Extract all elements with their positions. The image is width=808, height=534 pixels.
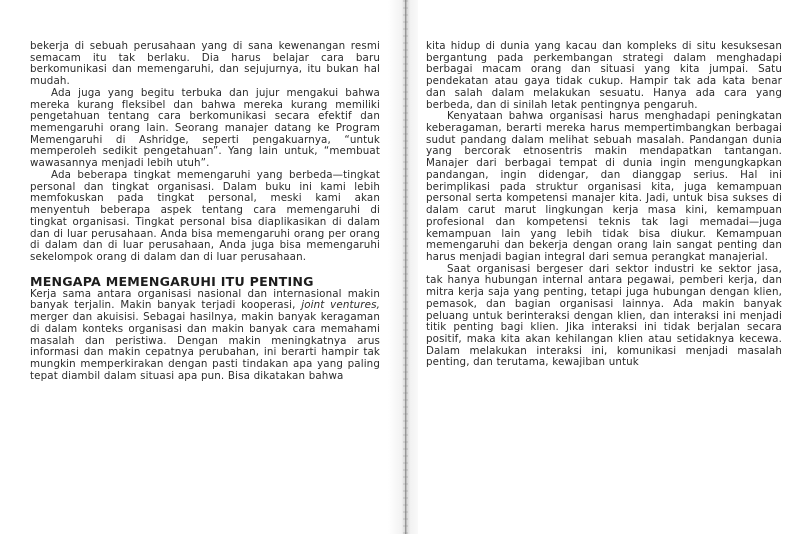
left-page [0,0,390,534]
paragraph: bekerja di sebuah perusahaan yang di sana kewenangan resmi semacam itu tak berlaku. Dia harus belajar cara baru berkomunikasi dan memengaruhi, dan sejujurnya, itu bukan hal mudah. [30,40,380,88]
right-page-text-column [426,41,782,369]
paragraph: Kenyataan bahwa organisasi harus menghadapi peningkatan keberagaman, berarti mereka harus mempertimbangkan berbagai sudut pandang dalam melihat sebuah masalah. Pandangan dunia yang bercorak etnosentris makin mendapatkan tantangan. Manajer dari berbagai tempat di dunia ingin mengungkapkan pandangan, ingin didengar, dan dianggap serius. Hal ini berimplikasi pada struktur organisasi kita, juga kemampuan personal serta kompetensi manajer kita. Jadi, untuk bisa sukses di dalam carut marut lingkungan kerja masa kini, kemampuan profesional dan kompetensi teknis tak lagi memadai—juga kemampuan lain yang lebih tidak bisa diukur. Kemampuan memengaruhi dan bekerja dengan orang lain sangat penting dan harus menjadi bagian integral dari semua perangkat manajerial. [426,110,782,263]
paragraph: kita hidup di dunia yang kacau dan kompleks di situ kesuksesan bergantung pada perkembangan strategi dalam menghadapi berbagai macam orang dan situasi yang kita jumpai. Satu pendekatan atau gaya tidak cukup. Hampir tak ada kata benar dan salah dalam melakukan sesuatu. Hanya ada cara yang berbeda, dan di sinilah letak pentingnya pengaruh. [426,40,782,111]
binding-gutter-line [405,0,406,534]
paragraph-text-segment: Kerja sama antara organisasi nasional dan internasional makin banyak terjalin. Makin banyak terjadi kooperasi, [30,287,380,312]
italic-term: joint ventures, [301,299,380,312]
right-page [418,0,808,534]
paragraph [30,289,380,383]
paragraph: Ada juga yang begitu terbuka dan jujur mengakui bahwa mereka kurang fleksibel dan bahwa mereka kurang memiliki pengetahuan tentang cara berkomunikasi secara efektif dan memengaruhi orang lain. Seorang manajer datang ke Program Memengaruhi di Ashridge, seperti pengakuarnya, “untuk memperoleh sedikit pengetahuan”. Yang lain untuk, “membuat wawasannya menjadi lebih utuh”. [30,86,380,170]
section-heading: MENGAPA MEMENGARUHI ITU PENTING [30,273,314,289]
paragraph: Saat organisasi bergeser dari sektor industri ke sektor jasa, tak hanya hubungan internal antara pegawai, pemberi kerja, dan mitra kerja saja yang penting, tetapi juga hubungan dengan klien, pemasok, dan bagian organisasi lainnya. Ada makin banyak peluang untuk berinteraksi dengan klien, dan interaksi ini menjadi titik penting bagi klien. Jika interaksi ini tidak berjalan secara positif, maka kita akan kehilangan klien atau setidaknya kecewa. Dalam melakukan interaksi ini, komunikasi menjadi masalah penting, dan terutama, kewajiban untuk [426,262,782,369]
paragraph-text-segment: merger dan akuisisi. Sebagai hasilnya, makin banyak keragaman di dalam konteks organisasi dan makin banyak cara memahami masalah dan peristiwa. Dengan makin meningkatnya arus informasi dan makin cepatnya perubahan, ini berarti hampir tak mungkin memperkirakan dengan pasti tindakan apa yang paling tepat diambil dalam situasi apa pun. Bisa dikatakan bahwa [30,311,380,382]
left-page-text-column [30,41,380,382]
paragraph: Ada beberapa tingkat memengaruhi yang berbeda—tingkat personal dan tingkat organisasi. Dalam buku ini kami lebih memfokuskan pada tingkat personal, meski kami akan menyentuh beberapa aspek tentang cara memengaruhi di tingkat organisasi. Tingkat personal bisa diaplikasikan di dalam dan di luar perusahaan. Anda bisa memengaruhi orang per orang di dalam dan di luar perusahaan, Anda juga bisa memengaruhi sekelompok orang di dalam dan di luar perusahaan. [30,168,380,263]
